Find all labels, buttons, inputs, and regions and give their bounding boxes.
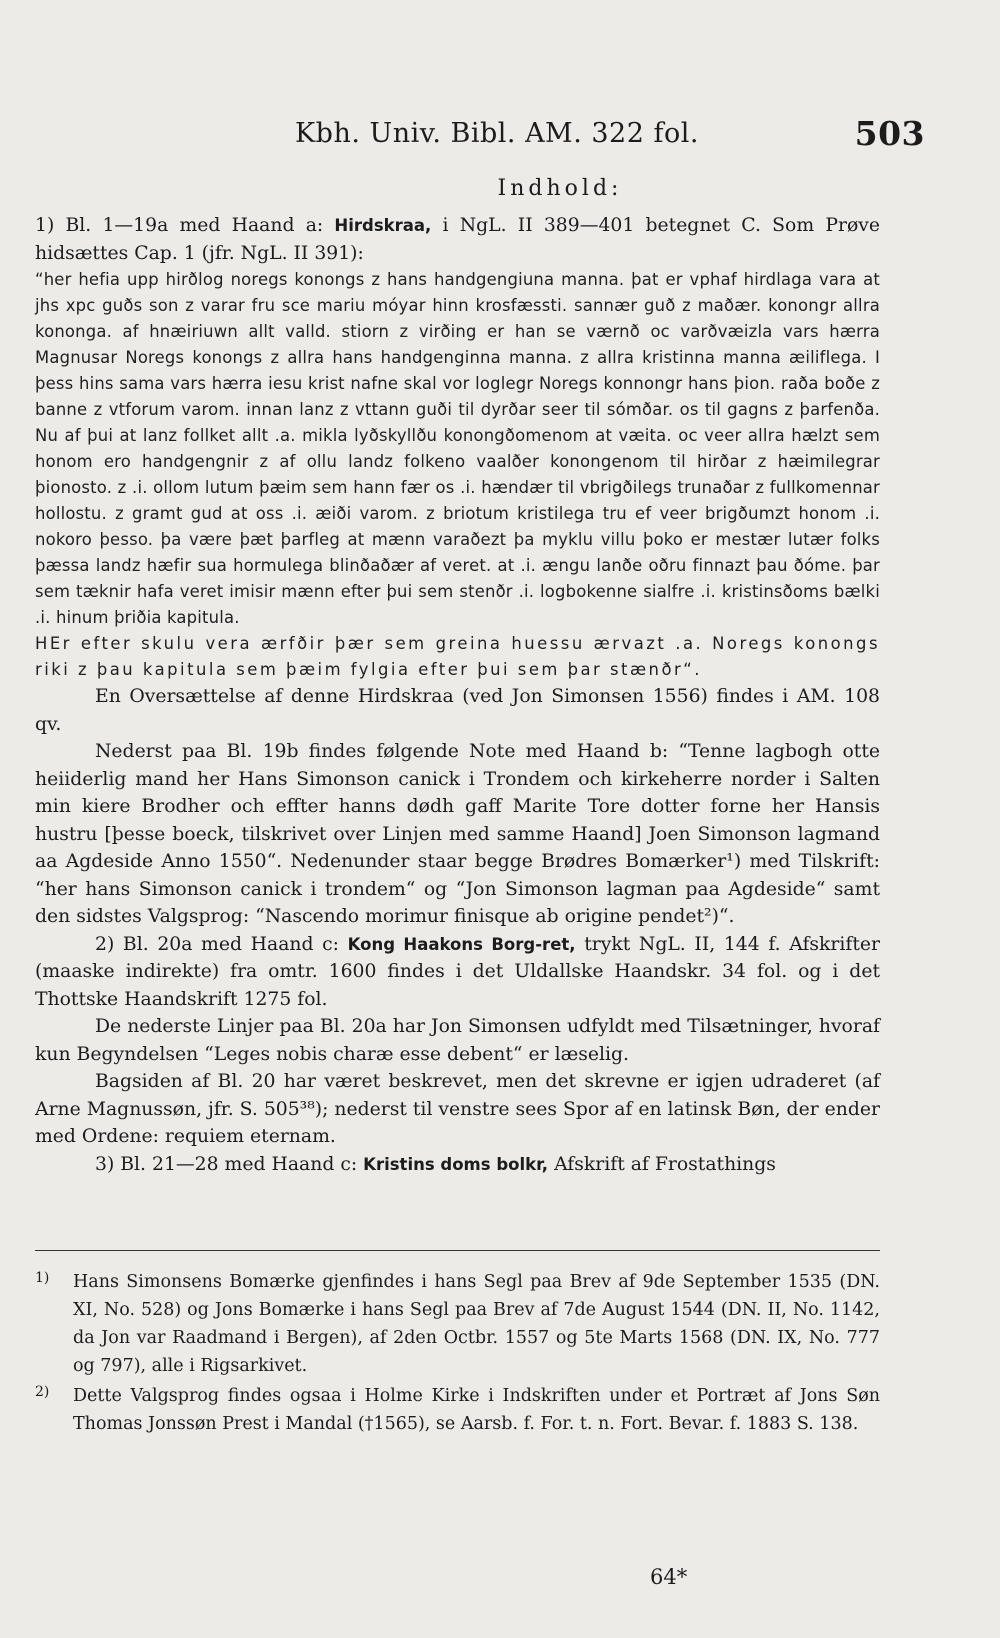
footnotes: [35, 1268, 880, 1440]
page-number: 503: [854, 114, 925, 153]
item-2-head: 2) Bl. 20a med Haand c:: [95, 933, 339, 955]
paragraph-translation: En Oversættelse af denne Hirdskraa (ved Jon Simonsen 1556) findes i AM. 108 qv.: [35, 686, 880, 735]
item-1-head: 1) Bl. 1—19a med Haand a:: [35, 215, 324, 236]
item-3: [35, 1151, 880, 1179]
item-1-title: Hirdskraa,: [334, 216, 432, 235]
footnote-text: Dette Valgsprog findes ogsaa i Holme Kirke i Indskriften under et Portræt af Jons Søn Thomas Jonssøn Prest i Mandal (†1565), se Aarsb. f. For. t. n. Fort. Bevar. f. 1883 S. 138.: [73, 1386, 880, 1434]
section-title: Indhold:: [497, 176, 623, 201]
item-3-head: 3) Bl. 21—28 med Haand c:: [95, 1153, 358, 1175]
quote-hirdskraa: “her hefia upp hirðlog noregs konongs z hans handgengiuna manna. þat er vphaf hirdlaga vara at jhs xpc guðs son z varar fru sce mariu móyar hinn krosfæssti. sannær guð z maðær. konongr allra kononga. af hnæiriuwn allt valld. stiorn z virðing er han se værnð oc varðvæizla vars hærra Magnusar Noregs konongs z allra hans handgenginna manna. z allra kristinna manna æiliflega. I þess hins sama vars hærra iesu krist nafne skal vor loglegr Noregs konnongr hans þion. raða boðe z banne z vtforum varom. innan lanz z vttann guði til dyrðar seer til sómðar. os til gagns z þarfenða. Nu af þui at lanz follket allt .a. mikla lyðskyllðu konongðomenom at væita. oc veer allra hælzt sem honom ero handgengnir z af ollu landz folkeno vaalðer konongenom til hirðar z hæimilegrar þionosto. z .i. ollom lutum þæim sem hann fær os .i. hændær til vbrigðilegs trunaðar z fullkomennar hollostu. z gramt gud at oss .i. æiði varom. z briotum kristilega tru ef veer brigðumzt honom .i. nokoro þesso. þa være þæt þarfleg at mænn varaðezt þa myklu villu þoko er mestær lutær folks þæssa landz hæfir sua hormulega blinðaðær af veret. at .i. ængu lanðe oðru finnazt þau ðóme. þar sem tæknir hafa veret imisir mænn efter þui sem stenðr .i. logbokenne sialfre .i. kristinsðoms bælki .i. hinum þriðia kapitula.: [35, 270, 880, 627]
item-2-title: Kong Haakons Borg-ret,: [347, 934, 576, 954]
footnote-text: Hans Simonsens Bomærke gjenfindes i hans Segl paa Brev af 9de September 1535 (DN. XI, No. 528) og Jons Bomærke i hans Segl paa Brev af 7de August 1544 (DN. II, No. 1142, da Jon var Raadmand i Bergen), af 2den Octbr. 1557 og 5te Marts 1568 (DN. IX, No. 777 og 797), alle i Rigsarkivet.: [73, 1272, 880, 1376]
item-2-text: trykt NgL. II, 144 f. Afskrifter (maaske indirekte) fra omtr. 1600 findes i det Uldallske Haandskr. 34 fol. og i det Thottske Haandskrift 1275 fol.: [35, 933, 880, 1010]
item-1: [35, 212, 880, 267]
paragraph-verso: Bagsiden af Bl. 20 har været beskrevet, men det skrevne er igjen udraderet (af Arne Magnussøn, jfr. S. 505³⁸); nederst til venstre sees Spor af en latinsk Bøn, der ender med Ordene: requiem eternam.: [35, 1071, 880, 1147]
body-text: [35, 212, 880, 1178]
item-3-text: Afskrift af Frostathings: [554, 1153, 776, 1175]
paragraph-note: Nederst paa Bl. 19b findes følgende Note med Haand b: “Tenne lagbogh otte heiiderlig mand her Hans Simonson canick i Trondem och kirkeherre norder i Salten min kiere Brodher och effter hanns dødh gaff Marite Tore dotter forne her Hansis hustru [þesse boeck, tilskrivet over Linjen med samme Haand] Joen Simonson lagmand aa Agdeside Anno 1550“. Nedenunder staar begge Brødres Bomærker¹) med Tilskrift: “her hans Simonson canick i trondem“ og “Jon Simonson lagman paa Agdeside“ samt den sidstes Valgsprog: “Nascendo morimur finisque ab origine pendet²)“.: [35, 741, 880, 927]
signature-mark: 64*: [650, 1565, 688, 1589]
item-2: [35, 931, 880, 1014]
paragraph-additions: De nederste Linjer paa Bl. 20a har Jon Simonsen udfyldt med Tilsætninger, hvoraf kun Begyndelsen “Leges nobis charæ esse debent“ er læselig.: [35, 1016, 880, 1065]
quote-hirdskraa-end: HEr efter skulu vera ærfðir þær sem greina huessu ærvazt .a. Noregs konongs riki z þau kapitula sem þæim fylgia efter þui sem þar stænðr“.: [35, 634, 880, 679]
running-title: Kbh. Univ. Bibl. AM. 322 fol.: [295, 118, 699, 149]
item-3-title: Kristins doms bolkr,: [363, 1154, 549, 1174]
footnote: [35, 1268, 880, 1380]
footnote-mark: 1): [35, 1270, 50, 1286]
footnote: [35, 1382, 880, 1438]
item-1-text: i NgL. II 389—401 betegnet C. Som Prøve hidsættes Cap. 1 (jfr. NgL. II 391):: [35, 215, 880, 264]
footnote-mark: 2): [35, 1384, 50, 1400]
footnote-divider: [35, 1250, 880, 1251]
